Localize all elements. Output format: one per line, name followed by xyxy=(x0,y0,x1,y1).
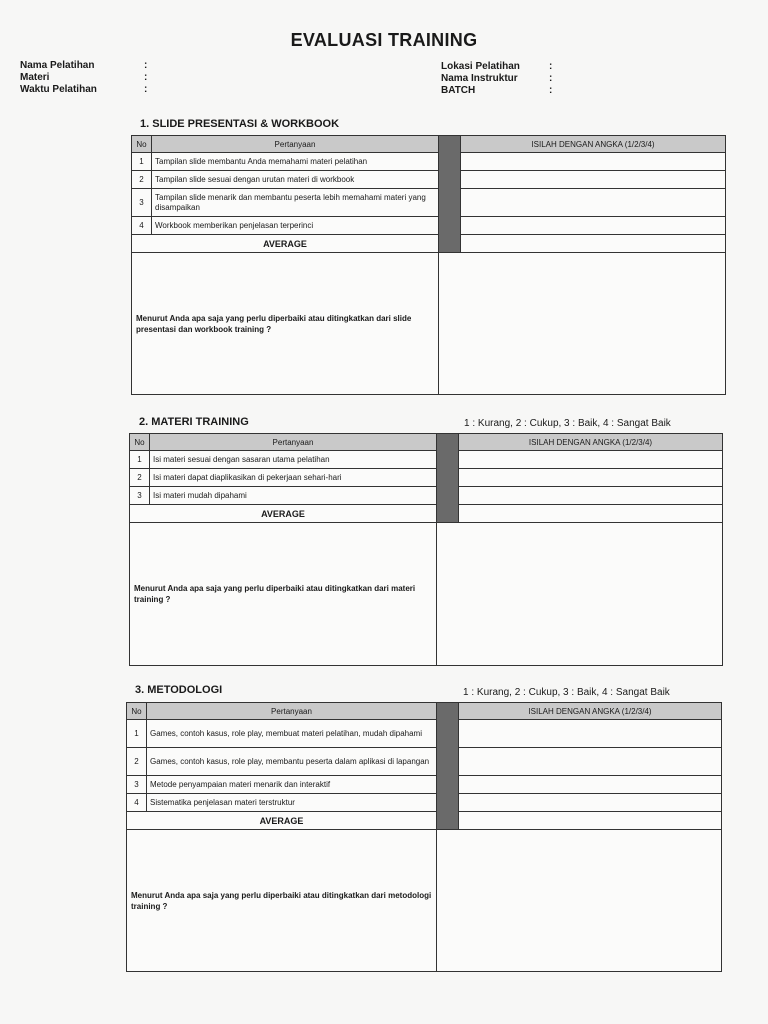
answer-cell[interactable] xyxy=(461,217,726,235)
row-number: 1 xyxy=(132,153,152,171)
question-text: Games, contoh kasus, role play, membuat materi pelatihan, mudah dipahami xyxy=(147,720,437,748)
table-row xyxy=(132,171,726,189)
info-colon: : xyxy=(144,60,148,71)
column-header-pertanyaan: Pertanyaan xyxy=(152,136,439,153)
answer-cell[interactable] xyxy=(459,469,723,487)
answer-cell[interactable] xyxy=(461,189,726,217)
question-text: Sistematika penjelasan materi terstruktur xyxy=(147,794,437,812)
row-number: 2 xyxy=(132,171,152,189)
info-label: Lokasi Pelatihan xyxy=(441,61,520,72)
question-text: Tampilan slide menarik dan membantu peserta lebih memahami materi yang disampaikan xyxy=(152,189,439,217)
question-text: Metode penyampaian materi menarik dan interaktif xyxy=(147,776,437,794)
question-text: Isi materi mudah dipahami xyxy=(150,487,437,505)
question-text: Tampilan slide membantu Anda memahami materi pelatihan xyxy=(152,153,439,171)
answer-cell[interactable] xyxy=(459,720,722,748)
average-label: AVERAGE xyxy=(132,235,439,253)
column-header-pertanyaan: Pertanyaan xyxy=(147,703,437,720)
comment-row xyxy=(130,523,723,666)
info-label: Nama Pelatihan xyxy=(20,60,95,71)
row-number: 4 xyxy=(132,217,152,235)
info-row-materi xyxy=(20,72,147,84)
column-header-answer: ISILAH DENGAN ANGKA (1/2/3/4) xyxy=(461,136,726,153)
column-header-answer: ISILAH DENGAN ANGKA (1/2/3/4) xyxy=(459,434,723,451)
row-number: 3 xyxy=(130,487,150,505)
comment-answer-box[interactable] xyxy=(437,523,723,666)
average-answer-cell[interactable] xyxy=(459,812,722,830)
info-label: Nama Instruktur xyxy=(441,73,518,84)
answer-cell[interactable] xyxy=(459,451,723,469)
column-header-pertanyaan: Pertanyaan xyxy=(150,434,437,451)
table-row xyxy=(132,153,726,171)
scale-note: 1 : Kurang, 2 : Cukup, 3 : Baik, 4 : Sangat Baik xyxy=(464,418,671,429)
answer-cell[interactable] xyxy=(459,487,723,505)
info-colon: : xyxy=(549,73,553,84)
question-text: Isi materi sesuai dengan sasaran utama pelatihan xyxy=(150,451,437,469)
table-row xyxy=(130,469,723,487)
info-label: Waktu Pelatihan xyxy=(20,84,97,95)
answer-cell[interactable] xyxy=(459,776,722,794)
row-number: 3 xyxy=(127,776,147,794)
comment-row xyxy=(127,830,722,972)
comment-answer-box[interactable] xyxy=(439,253,726,395)
comment-answer-box[interactable] xyxy=(437,830,722,972)
comment-question: Menurut Anda apa saja yang perlu diperbaiki atau ditingkatkan dari metodologi training ? xyxy=(127,830,437,972)
average-row xyxy=(132,235,726,253)
header-info-right xyxy=(441,61,552,97)
info-colon: : xyxy=(549,61,553,72)
info-colon: : xyxy=(144,72,148,83)
table-row xyxy=(127,776,722,794)
column-header-no: No xyxy=(127,703,147,720)
info-colon: : xyxy=(144,84,148,95)
divider-column xyxy=(437,703,459,830)
page-title: EVALUASI TRAINING xyxy=(290,30,478,50)
row-number: 1 xyxy=(130,451,150,469)
section-table-metodologi xyxy=(126,702,722,972)
info-row-batch xyxy=(441,85,552,97)
table-row xyxy=(132,189,726,217)
answer-cell[interactable] xyxy=(461,153,726,171)
comment-row xyxy=(132,253,726,395)
answer-cell[interactable] xyxy=(459,794,722,812)
answer-cell[interactable] xyxy=(459,748,722,776)
column-header-no: No xyxy=(132,136,152,153)
info-row-nama-pelatihan xyxy=(20,60,147,72)
table-row xyxy=(132,217,726,235)
divider-column xyxy=(437,434,459,523)
info-label: Materi xyxy=(20,72,50,83)
row-number: 4 xyxy=(127,794,147,812)
info-row-lokasi-pelatihan xyxy=(441,61,552,73)
question-text: Tampilan slide sesuai dengan urutan materi di workbook xyxy=(152,171,439,189)
section-title-slide-presentasi: 1. SLIDE PRESENTASI & WORKBOOK xyxy=(140,118,340,130)
row-number: 2 xyxy=(127,748,147,776)
row-number: 2 xyxy=(130,469,150,487)
header-info-left xyxy=(20,60,147,96)
info-colon: : xyxy=(549,85,553,96)
table-row xyxy=(130,487,723,505)
average-answer-cell[interactable] xyxy=(459,505,723,523)
section-table-materi-training xyxy=(129,433,723,666)
table-row xyxy=(127,748,722,776)
section-table-slide-presentasi xyxy=(131,135,726,395)
table-row xyxy=(130,451,723,469)
column-header-no: No xyxy=(130,434,150,451)
section-title-materi-training: 2. MATERI TRAINING xyxy=(139,416,249,428)
row-number: 1 xyxy=(127,720,147,748)
average-answer-cell[interactable] xyxy=(461,235,726,253)
average-label: AVERAGE xyxy=(130,505,437,523)
question-text: Games, contoh kasus, role play, membantu peserta dalam aplikasi di lapangan xyxy=(147,748,437,776)
answer-cell[interactable] xyxy=(461,171,726,189)
info-label: BATCH xyxy=(441,85,476,96)
comment-question: Menurut Anda apa saja yang perlu diperbaiki atau ditingkatkan dari materi training ? xyxy=(130,523,437,666)
average-row xyxy=(130,505,723,523)
question-text: Workbook memberikan penjelasan terperinci xyxy=(152,217,439,235)
info-row-waktu-pelatihan xyxy=(20,84,147,96)
table-row xyxy=(127,720,722,748)
table-row xyxy=(127,794,722,812)
average-label: AVERAGE xyxy=(127,812,437,830)
section-title-metodologi: 3. METODOLOGI xyxy=(135,684,223,696)
scale-note: 1 : Kurang, 2 : Cukup, 3 : Baik, 4 : Sangat Baik xyxy=(463,687,670,698)
row-number: 3 xyxy=(132,189,152,217)
divider-column xyxy=(439,136,461,253)
comment-question: Menurut Anda apa saja yang perlu diperbaiki atau ditingkatkan dari slide presentasi dan workbook training ? xyxy=(132,253,439,395)
info-row-nama-instruktur xyxy=(441,73,552,85)
column-header-answer: ISILAH DENGAN ANGKA (1/2/3/4) xyxy=(459,703,722,720)
average-row xyxy=(127,812,722,830)
question-text: Isi materi dapat diaplikasikan di pekerjaan sehari-hari xyxy=(150,469,437,487)
